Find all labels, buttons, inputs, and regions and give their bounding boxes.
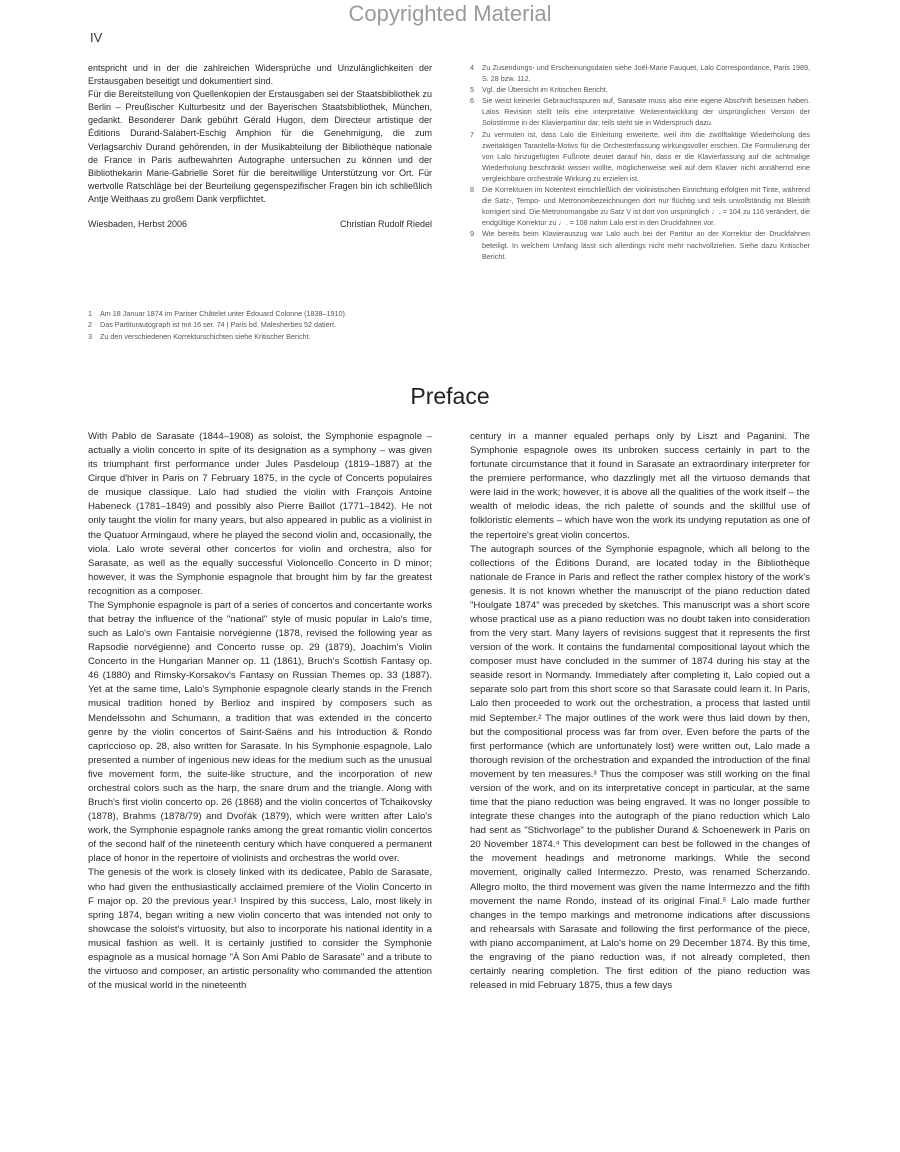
english-text-column-right xyxy=(470,430,810,993)
copyright-watermark: Copyrighted Material xyxy=(348,1,552,26)
german-text-column xyxy=(88,62,432,231)
german-paragraph: Für die Bereitstellung von Quellenkopien der Erstausgaben sei der Staatsbibliothek zu Berlin – Preußischer Kulturbesitz und der Bayerischen Staatsbibliothek, München, gedankt. Besonderer Dank gebührt Gérald Hugon, dem Directeur artistique der Éditions Durand-Salabert-Eschig Amphion für die Genehmigung, die zum Verlagsarchiv Durand gehörenden, in der Musikabteilung der Bibliothèque nationale de France in Paris aufbewahrten Autographe untersuchen zu können und der Bibliothekarin Marie-Gabrielle Soret für die bereitwillige Unterstützung vor Ort. Für wertvolle Ratschläge bei der Beurteilung gegenspezifischer Fragen bin ich schließlich Antje Weithaas zu großem Dank verpflichtet. xyxy=(88,89,432,204)
english-paragraph: The genesis of the work is closely linked with its dedicatee, Pablo de Sarasate, who had given the enthusiastically acclaimed premiere of the Violin Concerto in F major op. 20 the previous year.¹ Inspired by this success, Lalo, most likely in spring 1874, began writing a new violin concerto that was intended not only to showcase the soloist's virtuosity, but also to incorporate his national identity in a musical fashion as well. It is certainly justified to consider the Symphonie espagnole as a musical homage "À Son Ami Pablo de Sarasate" and a tribute to the virtuoso and composer, an artistic personality who commanded the attention of the musical world in the nineteenth xyxy=(88,867,432,992)
footnote: 4 Zu Zusendungs- und Erscheinungsdaten siehe Joël-Marie Fauquet, Lalo Correspondance, Paris 1989, S. 28 bzw. 112. xyxy=(470,63,810,84)
english-paragraph: The autograph sources of the Symphonie espagnole, which all belong to the collections of the Éditions Durand, are located today in the Bibliothèque nationale de France in Paris and reflect the rather complex history of the work's genesis. It is not known whether the manuscript of the piano reduction dated "Houlgate 1874" was preceded by sketches. This manuscript was a short score whose practical use as a piano reduction was no doubt taken into consideration from the very start. Many layers of revisions suggest that it represents the first version of the work. It contains the fundamental compositional layout which the composer must have concluded in the summer of 1874 during his stay at the seaside resort in Normandy. Immediately after completing it, Lalo copied out a separate solo part from this short score so that Sarasate could learn it. In Paris, Lalo then proceeded to work out the orchestration, a process that lasted until mid September.² The major outlines of the work were thus laid down by then, but the compositional process was far from over. Even before the parts of the first performance (which are unfortunately lost) were written out, Lalo made a thorough revision of the orchestration and expanded the introduction of the final movement by ten measures.³ Thus the composer was still working on the final version of the work, and on its interpretative concept in particular, at the same time that the piano reduction was being engraved. It was no longer possible to integrate these changes into the autograph of the piano reduction which Lalo had sent as "Stichvorlage" to the publisher Durand & Schoenewerk in Paris on 20 November 1874.⁴ This development can best be followed in the changes of the movement headings and metronome markings. While the second movement, originally called Intermezzo. Presto, was renamed Scherzando. Allegro molto, the third movement was given the name Intermezzo and the fifth movement the name Rondo, instead of its original Final.⁵ Lalo made further changes in the tempo markings and metronome indications after discussions and rehearsals with Sarasate and following the first performance of the piece, with piano accompaniment, at Lalo's home on 29 December 1874. By this time, the engraving of the piano reduction was, if not already completed, then certainly nearing completion. The first edition of the piano reduction was released in mid February 1875, thus a few days xyxy=(470,543,810,992)
footnote: 6 Sie weist keinerlei Gebrauchsspuren auf, Sarasate muss also eine eigene Abschrift besessen haben. Lalos Revision stellt teils eine interpretative Weiterentwicklung der ursprünglichen Version der Solostimme in der Klavierpartitur dar, teils steht sie in Widerspruch dazu. xyxy=(470,96,810,128)
english-paragraph: The Symphonie espagnole is part of a series of concertos and concertante works that betray the influence of the "national" style of music popular in Lalo's time, such as Lalo's own Fantaisie norvégienne (1878, revised the following year as Rapsodie norvégienne) and Concerto russe op. 29 (1879), Joachim's Violin Concerto in the Hungarian Manner op. 11 (1861), Bruch's Scottish Fantasy op. 46 (1880) and Rimsky-Korsakov's Fantasy on Russian Themes op. 33 (1887). Yet at the same time, Lalo's Symphonie espagnole clearly stands in the French musical tradition honed by Berlioz and inspired by composers such as Mendelssohn and Schumann, a tradition that was extended in the concerto genre by the violin concertos of Saint-Saëns and his Introduction & Rondo capriccioso op. 28, also written for Sarasate. In his Symphonie espagnole, Lalo presented a number of ingenious new ideas for the medium such as the unusual five movement form, the suite-like structure, and the incorporation of new orchestral colors such as the harp, the snare drum and the triangle. Along with Bruch's first violin concerto op. 26 (1868) and the violin concertos of Tchaikovsky (1878), Brahms (1878/79) and Dvořák (1879), which were written after Lalo's work, the Symphonie espagnole ranks among the great romantic violin concertos of the second half of the nineteenth century which have conquered a permanent place of honor in the repertoire of violinists and orchestras the world over. xyxy=(88,599,432,865)
footnotes-left xyxy=(88,308,432,342)
footnote: 8 Die Korrekturen im Notentext einschließlich der violinistischen Einrichtung erfolgten mit Tinte, während die Satz-, Tempo- und Metronombezeichnungen dort nur flüchtig und teils unvollständig mit Bleistift korrigiert sind. Die Metronomangabe zu Satz V ist dort von ursprünglich ♩. = 104 zu 116 verändert, die endgültige Korrektur zu ♩. = 108 nahm Lalo erst in den Druckfahnen vor. xyxy=(470,185,810,228)
signature-line xyxy=(88,218,432,231)
author-name: Christian Rudolf Riedel xyxy=(339,219,432,230)
place-date: Wiesbaden, Herbst 2006 xyxy=(88,219,188,230)
page-number: IV xyxy=(90,30,103,45)
english-paragraph: century in a manner equaled perhaps only by Liszt and Paganini. The Symphonie espagnole owes its unbroken success certainly in part to the fortunate circumstance that it found in Sarasate an extraordinary interpreter for the premiere performance, who dazzlingly met all the virtuoso demands that were laid in the work; however, it is above all the qualities of the work itself – the wealth of melodic ideas, the rich palette of sounds and the skillful use of folkloristic elements – which have won the work its undying reputation as one of the repertoire's great violin concertos. xyxy=(470,431,810,541)
german-paragraph: entspricht und in der die zahlreichen Widersprüche und Unzulänglichkeiten der Erstausgaben beseitigt und dokumentiert sind. xyxy=(88,63,432,87)
footnote: 5 Vgl. die Übersicht im Kritischen Bericht. xyxy=(470,85,608,95)
footnote: 2 Das Partiturautograph ist mit 16 ser. 74 | Paris bd. Malesherbes 52 datiert. xyxy=(88,320,336,330)
section-heading: Preface xyxy=(410,383,490,409)
footnote: 1 Am 18 Januar 1874 im Pariser Châtelet unter Édouard Colonne (1838–1910). xyxy=(88,309,347,318)
english-paragraph: With Pablo de Sarasate (1844–1908) as soloist, the Symphonie espagnole – actually a violin concerto in spite of its designation as a symphony – was given its triumphant first performance under Jules Pasdeloup (1819–1887) at the Cirque d'hiver in Paris on 7 February 1875, in the cycle of Concerts populaires de musique classique. Lalo had studied the violin with François Antoine Habeneck (1781–1849) and possibly also Pierre Baillot (1771–1842). He not only taught the violin for many years, but also appeared in public as a violinist in the Quatuor Armingaud, where he played the second violin and, occasionally, the viola. Lalo wrote several other concertos for violin and orchestra, also for Sarasate, as well as the equally successful Violoncello Concerto in D minor; however, it was the Symphonie espagnole that brought him by far the greatest recognition as a composer. xyxy=(88,431,432,597)
footnote: 7 Zu vermuten ist, dass Lalo die Einleitung erweiterte, weil ihm die zwölftaktige Wiederholung des zweitaktigen Tarantella-Motivs für die Orchesterfassung wirkungsvoller erschien. Die Formulierung der von Lalo hinzugefügten Fußnote deutet darauf hin, dass er die Klavierfassung auf die achtmalige Wiederholung beschränkt wissen wollte, möglicherweise weil auf dem Klavier nicht annähernd eine vergleichbare orchestrale Wirkung zu erzielen ist. xyxy=(470,129,810,183)
footnotes-right xyxy=(470,62,810,262)
footnote: 3 Zu den verschiedenen Korrekturschichten siehe Kritischer Bericht. xyxy=(88,331,311,341)
footnote: 9 Wie bereits beim Klavierauszug war Lalo auch bei der Partitur an der Korrektur der Druckfahnen beteiligt. In welchem Umfang lässt sich allerdings nicht mehr nachvollziehen. Siehe dazu Kritischer Bericht. xyxy=(470,229,810,261)
english-text-column-left xyxy=(88,430,432,993)
